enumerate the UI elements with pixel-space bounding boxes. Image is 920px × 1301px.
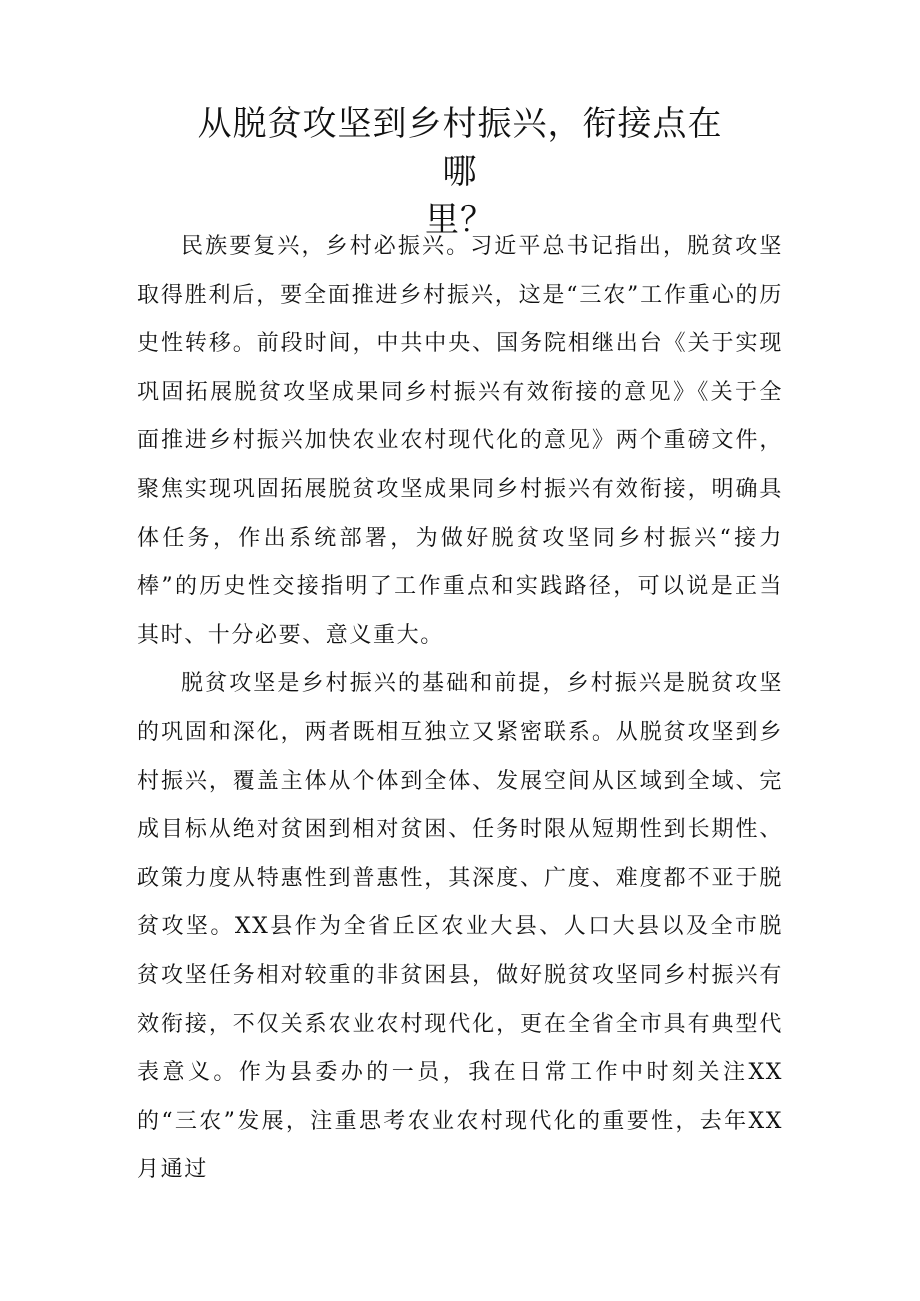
article-body [137, 223, 783, 1195]
title-line-2: 里？ [425, 200, 495, 240]
paragraph-2: 脱贫攻坚是乡村振兴的基础和前提，乡村振兴是脱贫攻坚的巩固和深化，两者既相互独立又紧密联系。从脱贫攻坚到乡村振兴，覆盖主体从个体到全体、发展空间从区域到全域、完成目标从绝对贫困到相对贫困、任务时限从短期性到长期性、政策力度从特惠性到普惠性，其深度、广度、难度都不亚于脱贫攻坚。XX县作为全省丘区农业大县、人口大县以及全市脱贫攻坚任务相对较重的非贫困县，做好脱贫攻坚同乡村振兴有效衔接，不仅关系农业农村现代化，更在全省全市具有典型代表意义。作为县委办的一员，我在日常工作中时刻关注XX的“三农”发展，注重思考农业农村现代化的重要性，去年XX月通过 [137, 671, 783, 1183]
title-line-1: 从脱贫攻坚到乡村振兴，衔接点在哪 [197, 104, 723, 192]
paragraph-1: 民族要复兴，乡村必振兴。习近平总书记指出，脱贫攻坚取得胜利后，要全面推进乡村振兴，这是“三农”工作重心的历史性转移。前段时间，中共中央、国务院相继出台《关于实现巩固拓展脱贫攻坚成果同乡村振兴有效衔接的意见》《关于全面推进乡村振兴加快农业农村现代化的意见》两个重磅文件，聚焦实现巩固拓展脱贫攻坚成果同乡村振兴有效衔接，明确具体任务，作出系统部署，为做好脱贫攻坚同乡村振兴“接力棒”的历史性交接指明了工作重点和实践路径，可以说是正当其时、十分必要、意义重大。 [137, 234, 783, 648]
